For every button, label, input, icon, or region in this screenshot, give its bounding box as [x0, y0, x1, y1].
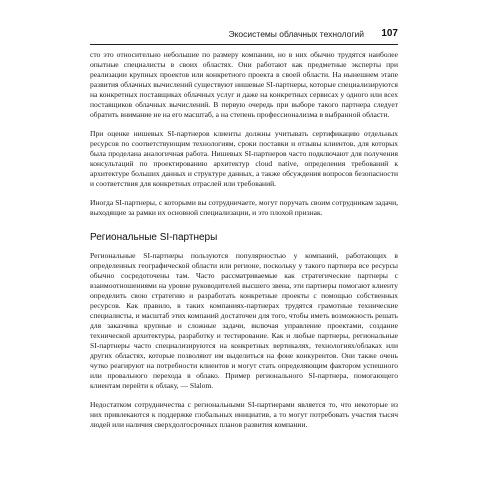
paragraph-2: При оценке нишевых SI-партнеров клиенты должны учитывать сертификацию отдельных ресурсов по соответствующим технологиям, сроки поставки и отзывы клиентов, для которых была проделана аналогичная работа. Нишевых SI-партнеров часто подключают для получения консультаций по проектированию архитектур cloud native, определения требований к архитектуре больших данных и структуре данных, а также обсуждения вопросов безопасности и соответствия для конкретных отраслей или требований. — [90, 129, 398, 188]
paragraph-5: Недостатком сотрудничества с региональными SI-партнерами является то, что некоторые из них привлекаются к поддержке глобальных инициатив, а то могут потребовать участия тысяч людей или наличия сверхдолгосрочных планов развития компании. — [90, 400, 398, 429]
paragraph-3: Иногда SI-партнеры, с которыми вы сотрудничаете, могут поручать своим сотрудникам задачи, выходящие за рамки их основной специализации, и это плохой признак. — [90, 198, 398, 217]
page-content — [90, 50, 398, 439]
paragraph-1: сто это относительно небольшие по размеру компании, но в них обычно трудятся наиболее опытные специалисты в своих областях. Они работают как предметные эксперты при реализации крупных проектов или конкретного проекта в своей области. На нынешнем этапе развития облачных вычислений существуют нишевые SI-партнеры, которые специализируются на конкретных поставщиках облачных услуг и даже на конкретных сервисах у одного или всех поставщиков облачных вычислений. В первую очередь при выборе такого партнера следует обратить внимание не на его масштаб, а на степень профессионализма в выбранной области. — [90, 50, 398, 119]
running-header — [90, 26, 398, 45]
section-heading: Региональные SI-партнеры — [90, 232, 218, 243]
page-number: 107 — [381, 28, 398, 39]
running-title: Экосистемы облачных технологий — [228, 29, 364, 39]
paragraph-4: Региональные SI-партнеры пользуются популярностью у компаний, работающих в определенных географической области или регионе, поскольку у такого партнера все ресурсы обычно сосредоточены там. Часто рассматриваемые как стратегические партнеры с взаимоотношениями на уровне руководителей высшего звена, эти партнеры помогают клиенту определить свою стратегию и разработать конкретные проекты с помощью собственных ресурсов. Как правило, в таких компаниях-партнерах трудятся грамотные технические специалисты, и масштаб этих компаний достаточен для того, чтобы иметь возможность решать для заказчика крупные и сложные задачи, включая управление проектами, создание технической архитектуры, разработку и тестирование. Как и любые партнеры, региональные SI-партнеры часто специализируются на конкретных вертикалях, технологиях/облаках или других областях, которые позволяют им выделиться на фоне конкурентов. Они также очень чутко реагируют на потребности клиентов и могут стать определяющим фактором успешного или провального перехода в облако. Пример регионального SI-партнера, помогающего клиентам перейти к облаку, — Slalom. — [90, 251, 398, 390]
